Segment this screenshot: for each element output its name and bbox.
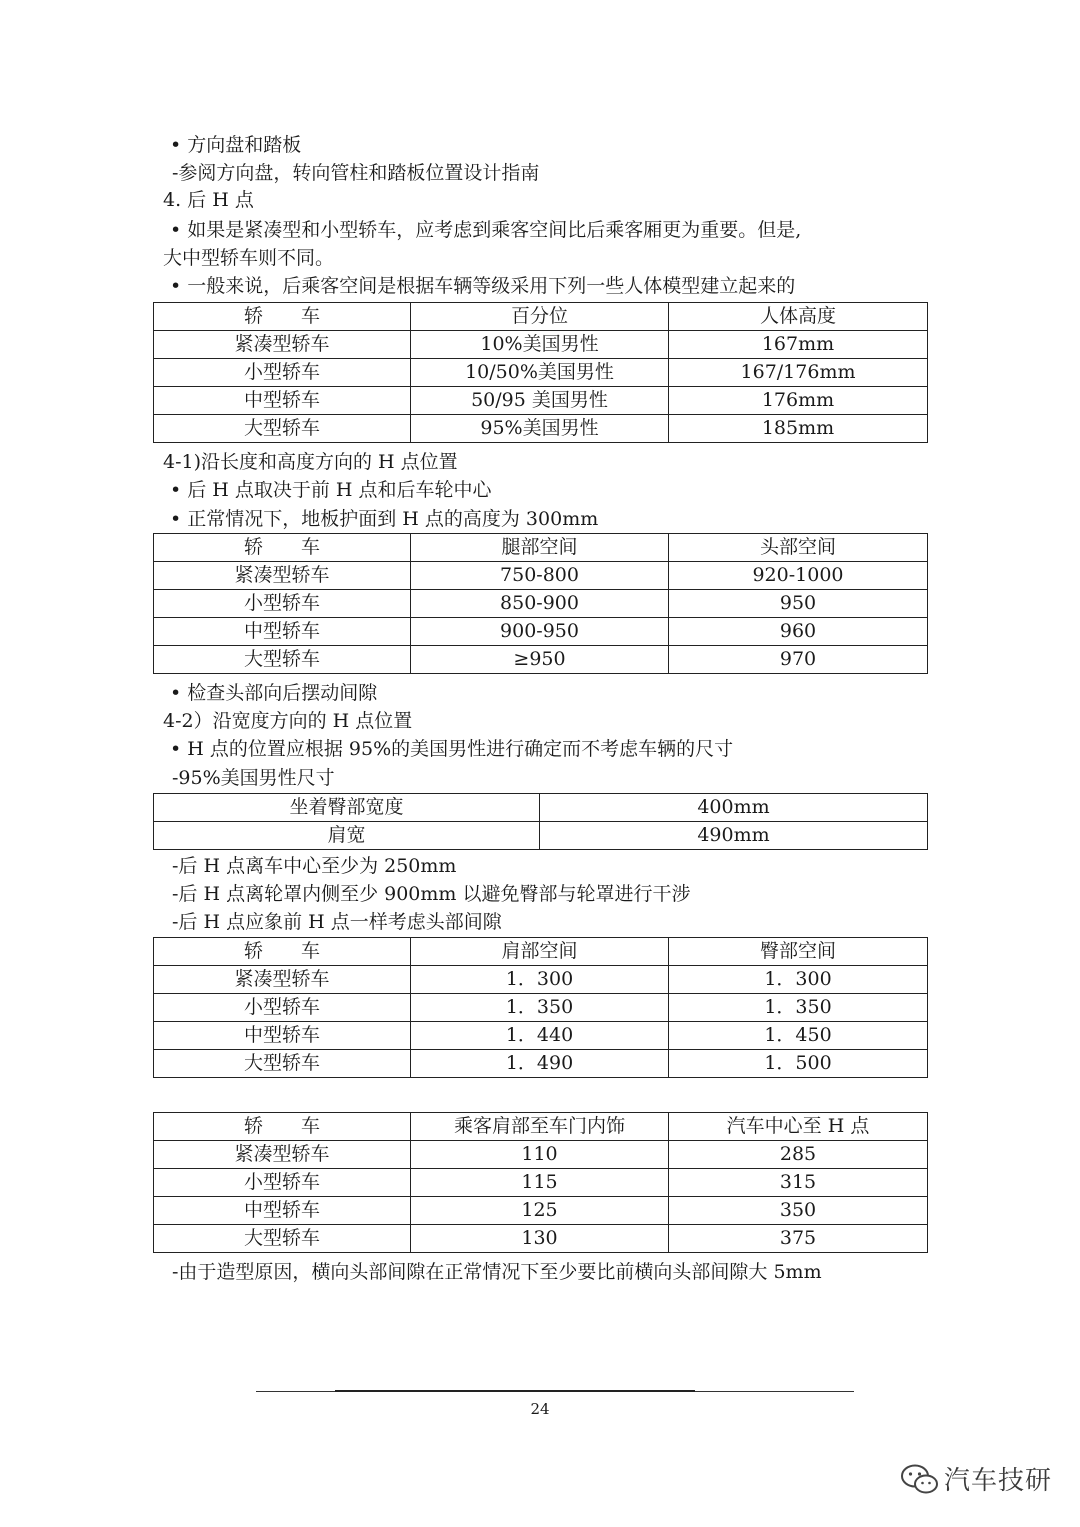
header-cell: 肩部空间 (411, 938, 669, 966)
table-row (154, 1225, 928, 1253)
header-cell: 人体高度 (669, 303, 928, 331)
table-cell: 350 (669, 1197, 928, 1225)
table-cell: 中型轿车 (154, 387, 411, 415)
bullet-rear-h-point: • 后 H 点取决于前 H 点和后车轮中心 (170, 479, 492, 501)
table-cell: 10/50%美国男性 (411, 359, 669, 387)
table-cell: 1．350 (669, 994, 928, 1022)
table-row (154, 1141, 928, 1169)
header-cell: 轿 车 (154, 534, 411, 562)
table-cell: 95%美国男性 (411, 415, 669, 443)
table-cell: 中型轿车 (154, 1022, 411, 1050)
table-row (154, 1169, 928, 1197)
table-cell: 紧凑型轿车 (154, 966, 411, 994)
paragraph-mannequin: • 一般来说，后乘客空间是根据车辆等级采用下列一些人体模型建立起来的 (170, 275, 796, 297)
table-cell: 大型轿车 (154, 646, 411, 674)
table-row (154, 359, 928, 387)
table-cell: 285 (669, 1141, 928, 1169)
table-cell: 紧凑型轿车 (154, 1141, 411, 1169)
table-cell: 110 (411, 1141, 669, 1169)
table-header-row (154, 938, 928, 966)
section-heading-4-2: 4-2）沿宽度方向的 H 点位置 (163, 710, 413, 732)
bullet-floor-height: • 正常情况下，地板护面到 H 点的高度为 300mm (170, 508, 599, 530)
bullet-head-swing: • 检查头部向后摆动间隙 (170, 682, 378, 704)
table-cell: 185mm (669, 415, 928, 443)
header-cell: 轿 车 (154, 1113, 411, 1141)
bullet-steering-pedal: • 方向盘和踏板 (170, 134, 302, 156)
table-cell: 小型轿车 (154, 1169, 411, 1197)
table-header-row (154, 534, 928, 562)
table-cell: 小型轿车 (154, 994, 411, 1022)
header-cell: 腿部空间 (411, 534, 669, 562)
table-cell: 115 (411, 1169, 669, 1197)
table-cell: 375 (669, 1225, 928, 1253)
note-styling-clearance: -由于造型原因，横向头部间隙在正常情况下至少要比前横向头部间隙大 5mm (172, 1261, 822, 1283)
header-cell: 百分位 (411, 303, 669, 331)
note-95-percent-size: -95%美国男性尺寸 (172, 767, 335, 789)
table-row (154, 966, 928, 994)
table-cell: 1．440 (411, 1022, 669, 1050)
table-cell: 坐着臀部宽度 (154, 794, 540, 822)
table-row (154, 646, 928, 674)
section-heading-4-1: 4-1)沿长度和高度方向的 H 点位置 (163, 451, 458, 473)
table-cell: 960 (669, 618, 928, 646)
note-steering-guide: -参阅方向盘，转向管柱和踏板位置设计指南 (172, 162, 540, 184)
table-row (154, 590, 928, 618)
table-row (154, 387, 928, 415)
table-cell: 167mm (669, 331, 928, 359)
table-cell: 490mm (540, 822, 928, 850)
table-cell: 900-950 (411, 618, 669, 646)
note-center-distance: -后 H 点离车中心至少为 250mm (172, 855, 457, 877)
table-cell: 中型轿车 (154, 1197, 411, 1225)
paragraph-compact-cars: • 如果是紧凑型和小型轿车，应考虑到乘客空间比后乘客厢更为重要。但是, (170, 219, 802, 241)
table-leg-head-room (153, 533, 928, 674)
table-cell: 10%美国男性 (411, 331, 669, 359)
paragraph-large-cars: 大中型轿车则不同。 (163, 247, 335, 269)
table-cell: 50/95 美国男性 (411, 387, 669, 415)
header-cell: 臀部空间 (669, 938, 928, 966)
table-cell: 1．450 (669, 1022, 928, 1050)
table-cell: 1．500 (669, 1050, 928, 1078)
table-cell: 1．350 (411, 994, 669, 1022)
table-shoulder-hip-room (153, 937, 928, 1078)
table-cell: 920-1000 (669, 562, 928, 590)
table-header-row (154, 303, 928, 331)
table-cell: 130 (411, 1225, 669, 1253)
header-cell: 轿 车 (154, 938, 411, 966)
watermark (900, 1460, 1052, 1497)
table-row (154, 994, 928, 1022)
table-cell: 750-800 (411, 562, 669, 590)
table-cell: 850-900 (411, 590, 669, 618)
table-row (154, 415, 928, 443)
table-percentile (153, 302, 928, 443)
table-door-trim-distance (153, 1112, 928, 1253)
table-cell: 紧凑型轿车 (154, 562, 411, 590)
table-row (154, 618, 928, 646)
wechat-icon (900, 1463, 940, 1495)
table-cell: ≥950 (411, 646, 669, 674)
header-cell: 乘客肩部至车门内饰 (411, 1113, 669, 1141)
table-body-size (153, 793, 928, 850)
table-cell: 大型轿车 (154, 1050, 411, 1078)
table-cell: 中型轿车 (154, 618, 411, 646)
header-cell: 轿 车 (154, 303, 411, 331)
table-cell: 大型轿车 (154, 1225, 411, 1253)
page-number: 24 (530, 1400, 550, 1418)
header-cell: 头部空间 (669, 534, 928, 562)
table-cell: 315 (669, 1169, 928, 1197)
header-cell: 汽车中心至 H 点 (669, 1113, 928, 1141)
table-row (154, 822, 928, 850)
table-cell: 紧凑型轿车 (154, 331, 411, 359)
note-wheel-house: -后 H 点离轮罩内侧至少 900mm 以避免臀部与轮罩进行干涉 (172, 883, 691, 905)
table-cell: 400mm (540, 794, 928, 822)
table-row (154, 331, 928, 359)
table-row (154, 794, 928, 822)
table-cell: 肩宽 (154, 822, 540, 850)
table-cell: 大型轿车 (154, 415, 411, 443)
table-row (154, 1022, 928, 1050)
table-cell: 1．490 (411, 1050, 669, 1078)
footer-divider-accent (335, 1390, 695, 1392)
table-cell: 小型轿车 (154, 359, 411, 387)
table-row (154, 1050, 928, 1078)
bullet-h-point-width: • H 点的位置应根据 95%的美国男性进行确定而不考虑车辆的尺寸 (170, 738, 734, 760)
table-cell: 125 (411, 1197, 669, 1225)
table-header-row (154, 1113, 928, 1141)
table-cell: 167/176mm (669, 359, 928, 387)
table-cell: 1．300 (669, 966, 928, 994)
section-heading-4: 4. 后 H 点 (163, 189, 254, 211)
table-cell: 950 (669, 590, 928, 618)
table-cell: 176mm (669, 387, 928, 415)
table-cell: 小型轿车 (154, 590, 411, 618)
table-cell: 1．300 (411, 966, 669, 994)
table-cell: 970 (669, 646, 928, 674)
note-head-clearance: -后 H 点应象前 H 点一样考虑头部间隙 (172, 911, 502, 933)
watermark-text: 汽车技研 (944, 1466, 1053, 1496)
table-row (154, 562, 928, 590)
table-row (154, 1197, 928, 1225)
